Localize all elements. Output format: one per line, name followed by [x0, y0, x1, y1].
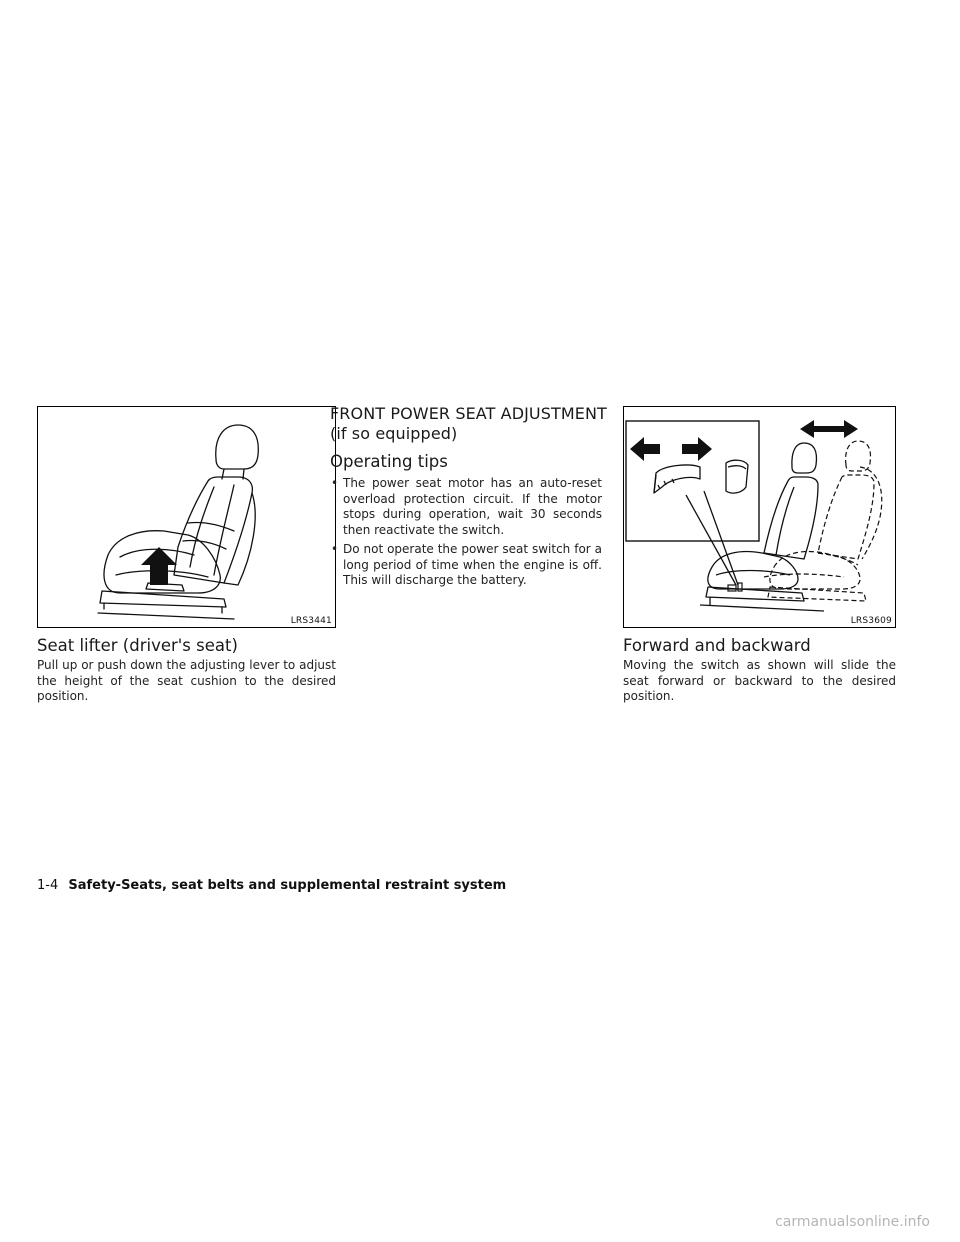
figure-code: LRS3441 — [290, 616, 332, 626]
list-item — [330, 542, 602, 589]
operating-tips-heading: Operating tips — [330, 452, 448, 471]
forward-backward-illustration — [624, 407, 895, 627]
watermark: carmanualsonline.info — [775, 1214, 930, 1230]
forward-backward-heading: Forward and backward — [623, 636, 811, 655]
section-title-line1: FRONT POWER SEAT ADJUSTMENT — [330, 404, 607, 423]
chapter-title: Safety-Seats, seat belts and supplemental restraint system — [68, 878, 507, 893]
forward-backward-body: Moving the switch as shown will slide the seat forward or backward to the desired position. — [623, 658, 896, 703]
section-title — [330, 404, 610, 444]
tips-list — [330, 476, 602, 593]
bullet: • — [331, 476, 339, 490]
seat-lifter-figure — [37, 406, 339, 628]
page-number: 1-4 — [37, 878, 59, 893]
seat-lifter-heading: Seat lifter (driver's seat) — [37, 636, 238, 655]
forward-backward-figure — [623, 406, 896, 628]
page-footer — [37, 878, 506, 893]
tip-text: Do not operate the power seat switch for a long period of time when the engine is off. This will discharge the battery. — [343, 542, 602, 587]
seat-lifter-body: Pull up or push down the adjusting lever to adjust the height of the seat cushion to the desired position. — [37, 658, 336, 703]
list-item — [330, 476, 602, 538]
bullet: • — [331, 542, 339, 556]
tip-text: The power seat motor has an auto-reset overload protection circuit. If the motor stops during operation, wait 30 seconds then reactivate the switch. — [343, 476, 602, 537]
figure-code: LRS3609 — [850, 616, 892, 626]
section-title-line2: (if so equipped) — [330, 424, 458, 443]
seat-lifter-illustration — [38, 407, 335, 627]
switch-inset — [626, 421, 759, 541]
